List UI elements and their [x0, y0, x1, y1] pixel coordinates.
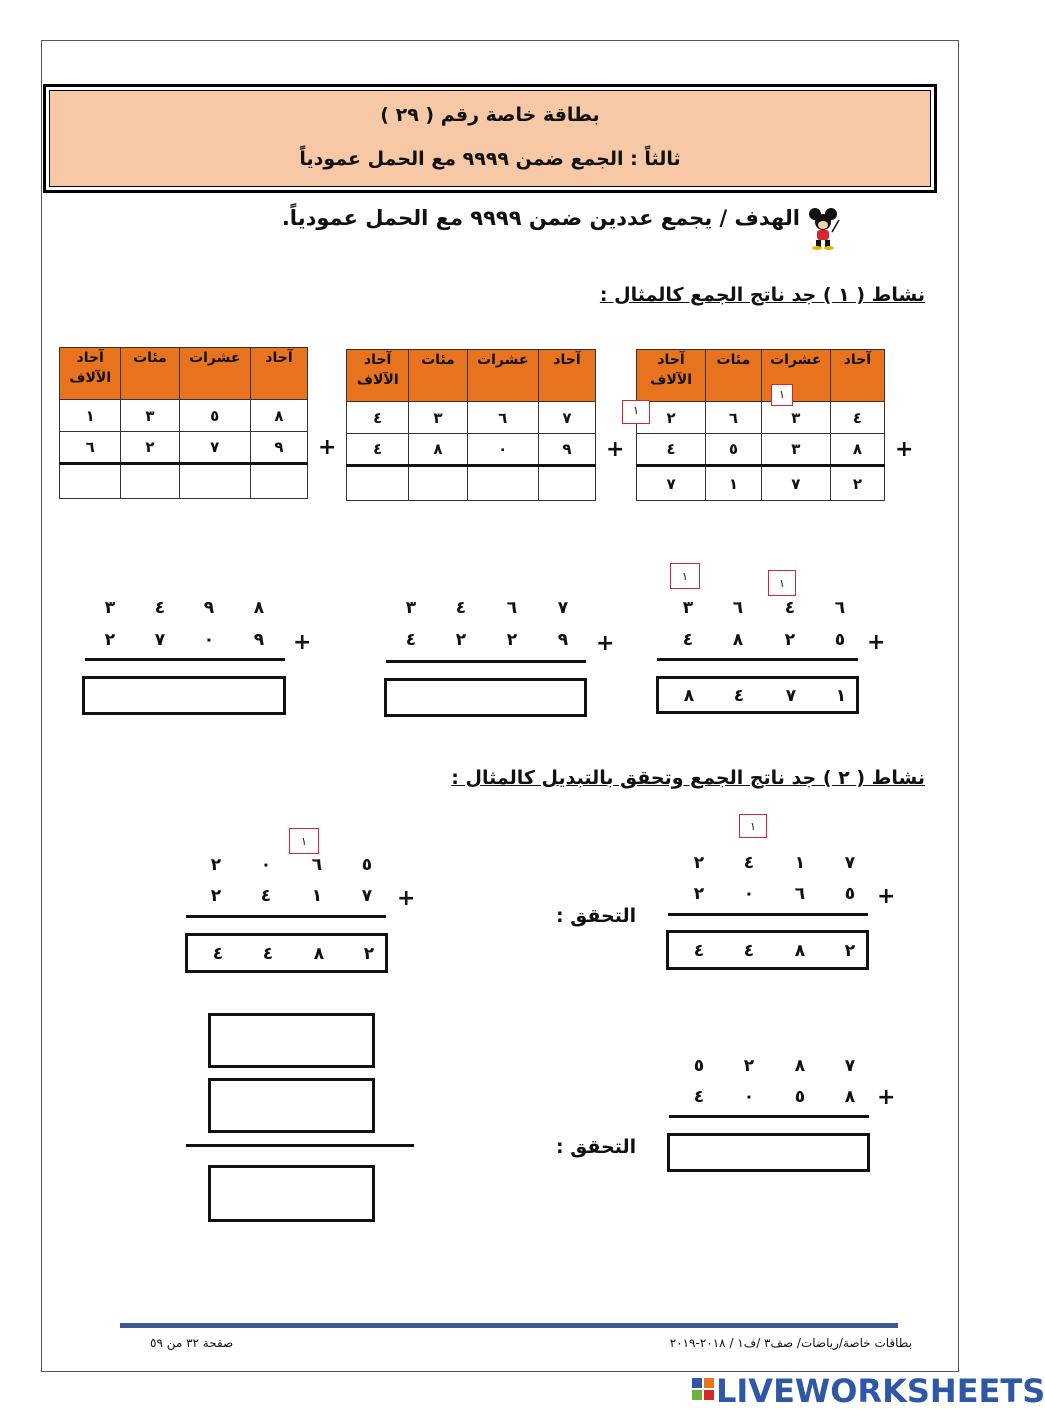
- digit: ٤: [784, 598, 796, 618]
- plus-sign: +: [877, 1085, 896, 1110]
- cell: ٢: [121, 432, 179, 464]
- carry-box: ١: [768, 570, 796, 596]
- digit: ٤: [455, 598, 467, 618]
- verify-label: التحقق :: [556, 905, 637, 927]
- cell: ٦: [467, 402, 538, 434]
- digit: ٩: [253, 630, 265, 650]
- cell: ٧: [179, 432, 250, 464]
- lesson-goal: الهدف / يجمع عددين ضمن ٩٩٩٩ مع الحمل عمودياً.: [281, 206, 800, 230]
- result-cell: ٧: [637, 466, 706, 501]
- plus-sign: +: [877, 884, 896, 909]
- digit: ٤: [260, 886, 272, 906]
- cell: ٣: [761, 402, 830, 434]
- digit: ٤: [262, 944, 274, 964]
- digit: ٧: [844, 853, 856, 873]
- plus-sign: +: [606, 437, 625, 462]
- digit: ٧: [844, 1056, 856, 1076]
- check-bottom-box[interactable]: [208, 1078, 375, 1133]
- digit: ٢: [844, 941, 856, 961]
- digit: ٥: [794, 1087, 806, 1107]
- answer-box[interactable]: [667, 1133, 870, 1172]
- unit-title: ثالثاً : الجمع ضمن ٩٩٩٩ مع الحمل عمودياً: [299, 148, 681, 170]
- plus-sign: +: [293, 630, 312, 655]
- result-cell: ٢: [830, 466, 884, 501]
- cell: ٣: [761, 434, 830, 466]
- carry-box: ١: [622, 400, 650, 424]
- result-cell: ١: [706, 466, 762, 501]
- cell: ٣: [121, 400, 179, 432]
- card-title: بطاقة خاصة رقم ( ٢٩ ): [380, 104, 600, 126]
- cell: ٦: [706, 402, 762, 434]
- place-value-table-3: [59, 347, 308, 499]
- place-value-table-2: [346, 349, 596, 501]
- digit: ٠: [743, 1087, 755, 1107]
- digit: ٢: [693, 853, 705, 873]
- header-hundreds: مئات: [706, 350, 762, 402]
- digit: ٣: [405, 598, 417, 618]
- result-box: [666, 930, 869, 970]
- cell: ١: [60, 400, 121, 432]
- liveworksheets-logo-icon: [692, 1378, 714, 1400]
- header-thousands: آحاد الآلاف: [637, 350, 706, 402]
- cell: ٨: [250, 400, 307, 432]
- plus-sign: +: [318, 435, 337, 460]
- digit: ٤: [682, 630, 694, 650]
- cell: ٣: [409, 402, 467, 434]
- answer-cell[interactable]: [538, 466, 595, 501]
- digit: ٢: [506, 630, 518, 650]
- answer-cell[interactable]: [121, 464, 179, 499]
- plus-sign: +: [596, 631, 615, 656]
- digit: ٤: [743, 853, 755, 873]
- cell: ٢: [637, 402, 706, 434]
- verify-label: التحقق :: [556, 1136, 637, 1158]
- cell: ٦: [60, 432, 121, 464]
- digit: ٩: [203, 598, 215, 618]
- result-cell: ٧: [761, 466, 830, 501]
- cell: ٤: [347, 402, 409, 434]
- cell: ٨: [409, 434, 467, 466]
- answer-cell[interactable]: [347, 466, 409, 501]
- digit: ٠: [260, 855, 272, 875]
- result-box: [185, 933, 388, 973]
- carry-box: ١: [289, 828, 319, 854]
- digit: ٨: [844, 1087, 856, 1107]
- digit: ٩: [557, 630, 569, 650]
- digit: ٢: [693, 884, 705, 904]
- digit: ٨: [313, 944, 325, 964]
- header-thousands: آحاد الآلاف: [347, 350, 409, 402]
- digit: ٨: [732, 630, 744, 650]
- digit: ٤: [733, 686, 745, 706]
- answer-cell[interactable]: [467, 466, 538, 501]
- digit: ٨: [794, 941, 806, 961]
- result-box: [656, 676, 859, 714]
- digit: ٤: [154, 598, 166, 618]
- answer-cell[interactable]: [60, 464, 121, 499]
- digit: ٢: [104, 630, 116, 650]
- cell: ٨: [830, 434, 884, 466]
- check-result-box[interactable]: [208, 1165, 375, 1222]
- digit: ٢: [210, 886, 222, 906]
- cell: ٤: [830, 402, 884, 434]
- mouse-mascot-icon: [806, 206, 840, 250]
- cell: ٥: [706, 434, 762, 466]
- digit: ٨: [683, 686, 695, 706]
- header-tens: عشرات: [179, 348, 250, 400]
- digit: ٦: [311, 855, 323, 875]
- answer-cell[interactable]: [250, 464, 307, 499]
- digit: ٦: [506, 598, 518, 618]
- activity1-title: نشاط ( ١ ) جد ناتج الجمع كالمثال :: [599, 284, 925, 306]
- sum-line: [669, 1115, 869, 1118]
- digit: ٧: [154, 630, 166, 650]
- digit: ٢: [363, 944, 375, 964]
- digit: ٢: [743, 1056, 755, 1076]
- digit: ٠: [743, 884, 755, 904]
- cell: ٧: [538, 402, 595, 434]
- digit: ٤: [693, 1087, 705, 1107]
- plus-sign: +: [867, 630, 886, 655]
- answer-box[interactable]: [82, 676, 286, 715]
- header-ones: آحاد: [250, 348, 307, 400]
- digit: ٢: [210, 855, 222, 875]
- digit: ٥: [361, 855, 373, 875]
- sum-line: [657, 658, 858, 661]
- digit: ٥: [693, 1056, 705, 1076]
- place-value-table-example: [636, 349, 885, 501]
- cell: ٥: [179, 400, 250, 432]
- carry-box: ١: [739, 814, 767, 838]
- digit: ٤: [743, 941, 755, 961]
- digit: ٣: [104, 598, 116, 618]
- digit: ٦: [794, 884, 806, 904]
- header-tens: عشرات: [770, 352, 822, 368]
- digit: ٢: [784, 630, 796, 650]
- digit: ٧: [785, 686, 797, 706]
- footer-source: بطاقات خاصة/رياضات/ صف٣ /ف١ / ٢٠١٨-٢٠١٩: [669, 1336, 912, 1350]
- cell: ٤: [637, 434, 706, 466]
- digit: ١: [311, 886, 323, 906]
- cell: ٩: [538, 434, 595, 466]
- sum-line: [85, 658, 285, 661]
- digit: ٦: [834, 598, 846, 618]
- header-tens: عشرات: [467, 350, 538, 402]
- answer-cell[interactable]: [179, 464, 250, 499]
- liveworksheets-brand[interactable]: LIVEWORKSHEETS: [716, 1372, 1045, 1410]
- digit: ٧: [557, 598, 569, 618]
- digit: ٤: [212, 944, 224, 964]
- plus-sign: +: [397, 886, 416, 911]
- cell: ٩: [250, 432, 307, 464]
- header-thousands: آحاد الآلاف: [60, 348, 121, 400]
- header-hundreds: مئات: [409, 350, 467, 402]
- sum-line: [668, 913, 868, 916]
- digit: ٠: [203, 630, 215, 650]
- carry-box: ١: [771, 384, 793, 406]
- cell: ٤: [347, 434, 409, 466]
- footer-page-number: صفحة ٣٢ من ٥٩: [150, 1336, 234, 1350]
- activity2-title: نشاط ( ٢ ) جد ناتج الجمع وتحقق بالتبديل كالمثال :: [451, 767, 925, 789]
- header-ones: آحاد: [830, 350, 884, 402]
- check-top-box[interactable]: [208, 1013, 375, 1068]
- digit: ٤: [693, 941, 705, 961]
- cell: ٠: [467, 434, 538, 466]
- answer-box[interactable]: [384, 678, 587, 717]
- header-ones: آحاد: [538, 350, 595, 402]
- answer-cell[interactable]: [409, 466, 467, 501]
- header-hundreds: مئات: [121, 348, 179, 400]
- plus-sign: +: [895, 437, 914, 462]
- digit: ١: [794, 853, 806, 873]
- sum-line: [186, 1144, 414, 1147]
- digit: ١: [835, 686, 847, 706]
- sum-line: [186, 915, 386, 918]
- sum-line: [386, 660, 586, 663]
- digit: ٧: [361, 886, 373, 906]
- digit: ٥: [834, 630, 846, 650]
- digit: ٤: [405, 630, 417, 650]
- digit: ٥: [844, 884, 856, 904]
- digit: ٨: [794, 1056, 806, 1076]
- digit: ٦: [732, 598, 744, 618]
- digit: ٨: [253, 598, 265, 618]
- digit: ٢: [455, 630, 467, 650]
- footer-divider: [120, 1323, 898, 1328]
- digit: ٣: [682, 598, 694, 618]
- carry-box: ١: [670, 563, 700, 589]
